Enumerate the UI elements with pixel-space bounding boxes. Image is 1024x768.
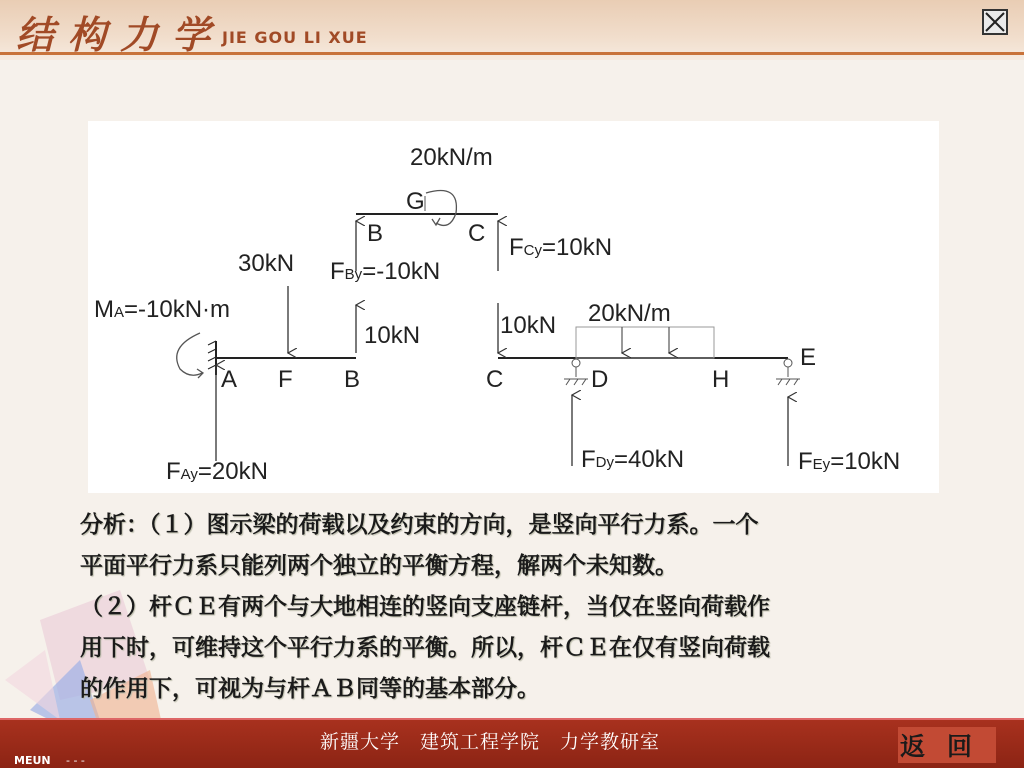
menu-button[interactable]: MEUN bbox=[14, 754, 51, 767]
analysis-line: 分析：（１）图示梁的荷载以及约束的方向，是竖向平行力系。一个 bbox=[80, 512, 759, 538]
analysis-line: （２）杆ＣＥ有两个与大地相连的竖向支座链杆，当仅在竖向荷载作 bbox=[80, 594, 770, 620]
distributed-load-box bbox=[576, 327, 714, 358]
label-load-30: 30kN bbox=[238, 250, 295, 277]
label-fey: FEy=10kN bbox=[798, 448, 901, 475]
pin-support-d bbox=[564, 359, 588, 385]
label-d: D bbox=[591, 366, 609, 393]
footer-institution: 新疆大学 建筑工程学院 力学教研室 bbox=[320, 731, 661, 753]
analysis-line: 平面平行力系只能列两个独立的平衡方程，解两个未知数。 bbox=[80, 553, 678, 579]
close-button[interactable] bbox=[982, 9, 1008, 35]
beam-diagram bbox=[88, 121, 939, 493]
course-title-pinyin: JIE GOU LI XUE bbox=[222, 28, 368, 47]
analysis-line: 的作用下，可视为与杆ＡＢ同等的基本部分。 bbox=[80, 676, 540, 702]
label-fay: FAy=20kN bbox=[166, 458, 268, 485]
label-ma: MA=-10kN·m bbox=[94, 296, 231, 323]
moment-arrow-g bbox=[426, 191, 456, 226]
label-load-top: 20kN/m bbox=[410, 144, 493, 171]
label-fdy: FDy=40kN bbox=[581, 446, 685, 473]
label-a: A bbox=[221, 366, 238, 393]
label-f: F bbox=[278, 366, 293, 393]
label-c-top: C bbox=[468, 220, 486, 247]
label-c: C bbox=[486, 366, 504, 393]
menu-dots: - - - bbox=[66, 754, 85, 767]
label-b: B bbox=[344, 366, 361, 393]
label-b-top: B bbox=[367, 220, 384, 247]
label-down-10-left: 10kN bbox=[364, 322, 421, 349]
close-icon bbox=[984, 11, 1006, 33]
label-load-10-c: 10kN bbox=[500, 312, 557, 339]
back-button[interactable]: 返回 bbox=[898, 727, 996, 763]
moment-arrow-a bbox=[177, 333, 202, 375]
label-fby: FBy=-10kN bbox=[330, 258, 441, 285]
label-fcy: FCy=10kN bbox=[509, 234, 613, 261]
label-load-mid: 20kN/m bbox=[588, 300, 671, 327]
pin-support-e bbox=[776, 359, 800, 385]
label-e: E bbox=[800, 344, 817, 371]
label-h: H bbox=[712, 366, 730, 393]
label-g: G bbox=[406, 188, 425, 215]
analysis-line: 用下时，可维持这个平行力系的平衡。所以，杆ＣＥ在仅有竖向荷载 bbox=[80, 635, 770, 661]
course-title: 结构力学 bbox=[16, 12, 225, 57]
analysis-text bbox=[80, 505, 940, 710]
